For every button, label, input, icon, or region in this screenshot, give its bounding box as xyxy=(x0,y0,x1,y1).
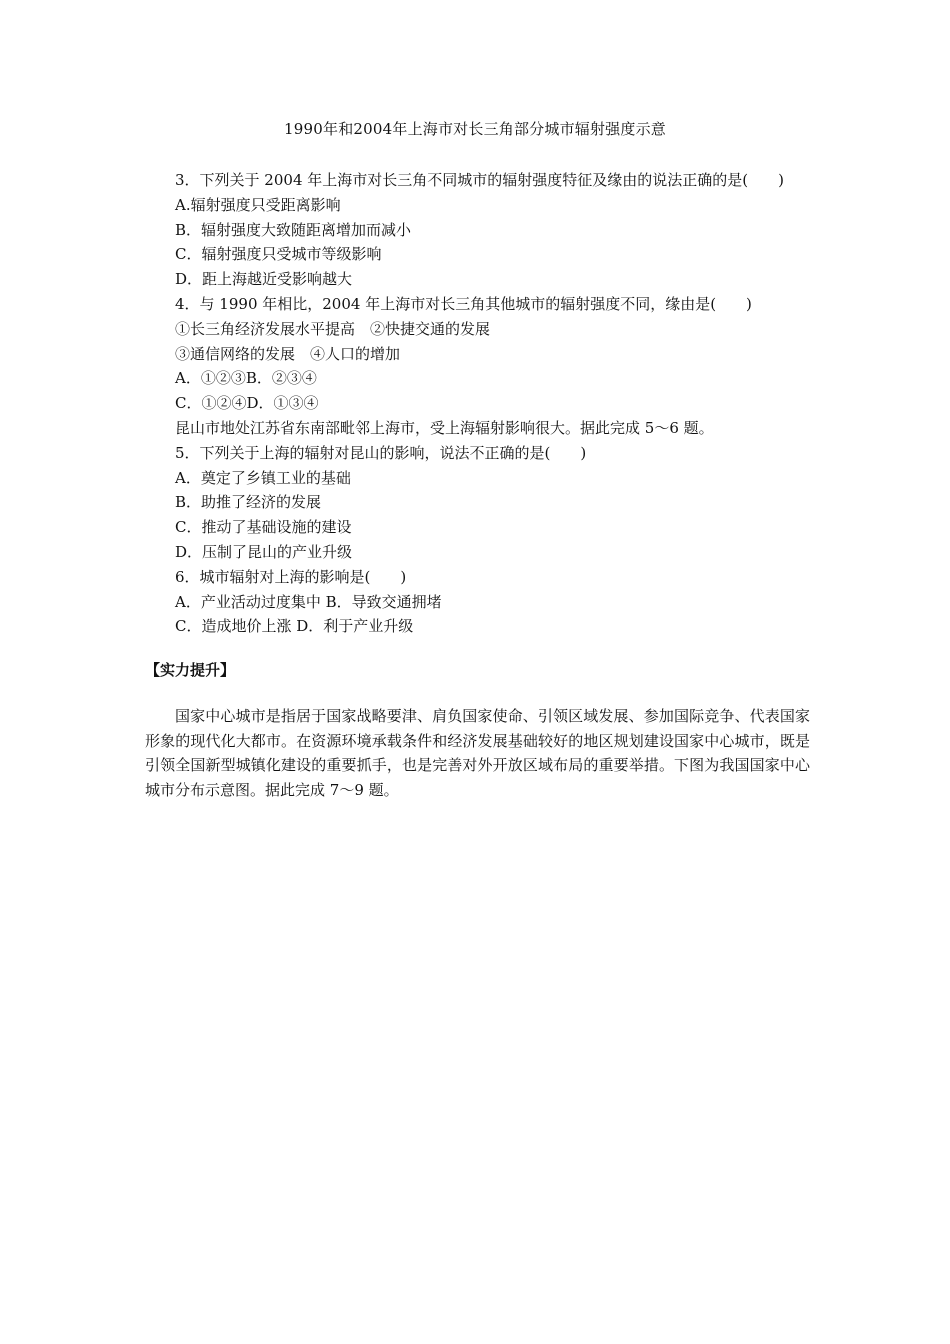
intro-paragraph-7-9: 国家中心城市是指居于国家战略要津、肩负国家使命、引领区域发展、参加国际竞争、代表国家形象的现代化大都市。在资源环境承载条件和经济发展基础较好的地区规划建设国家中心城市，既是引领全国新型城镇化建设的重要抓手，也是完善对外开放区域布局的重要举措。下图为我国国家中心城市分布示意图。据此完成 7～9 题。 xyxy=(145,706,810,799)
intro-questions-5-6: 昆山市地处江苏省东南部毗邻上海市，受上海辐射影响很大。据此完成 5～6 题。 xyxy=(175,418,714,437)
question-4-options-line-1: A．①②③B．②③④ xyxy=(175,369,317,388)
section-heading: 【实力提升】 xyxy=(145,661,236,680)
question-3-option-d: D．距上海越近受影响越大 xyxy=(175,270,353,289)
question-5-stem: 5．下列关于上海的辐射对昆山的影响，说法不正确的是( ) xyxy=(175,443,587,462)
question-3-stem: 3．下列关于 2004 年上海市对长三角不同城市的辐射强度特征及缘由的说法正确的是( ) xyxy=(175,171,784,189)
question-4-items-line-2: ③通信网络的发展 ④人口的增加 xyxy=(175,344,401,363)
figure-caption: 1990年和2004年上海市对长三角部分城市辐射强度示意 xyxy=(284,120,666,138)
question-3-option-b: B．辐射强度大致随距离增加而减小 xyxy=(175,220,412,239)
question-5-option-c: C．推动了基础设施的建设 xyxy=(175,518,352,537)
question-5-option-a: A．奠定了乡镇工业的基础 xyxy=(175,468,351,487)
document-body xyxy=(145,168,810,802)
question-4-stem: 4．与 1990 年相比，2004 年上海市对长三角其他城市的辐射强度不同，缘由是( ) xyxy=(175,294,752,313)
question-6-options-line-1: A．产业活动过度集中 B．导致交通拥堵 xyxy=(175,592,442,611)
question-5-option-d: D．压制了昆山的产业升级 xyxy=(175,542,353,561)
question-4-options-line-2: C．①②④D．①③④ xyxy=(175,394,319,413)
question-6-stem: 6．城市辐射对上海的影响是( ) xyxy=(175,567,407,586)
question-3-option-c: C．辐射强度只受城市等级影响 xyxy=(175,245,382,264)
question-5-option-b: B．助推了经济的发展 xyxy=(175,493,322,512)
question-6-options-line-2: C．造成地价上涨 D．利于产业升级 xyxy=(175,617,414,636)
question-3-option-a: A.辐射强度只受距离影响 xyxy=(175,195,341,214)
question-4-items-line-1: ①长三角经济发展水平提高 ②快捷交通的发展 xyxy=(175,319,491,338)
